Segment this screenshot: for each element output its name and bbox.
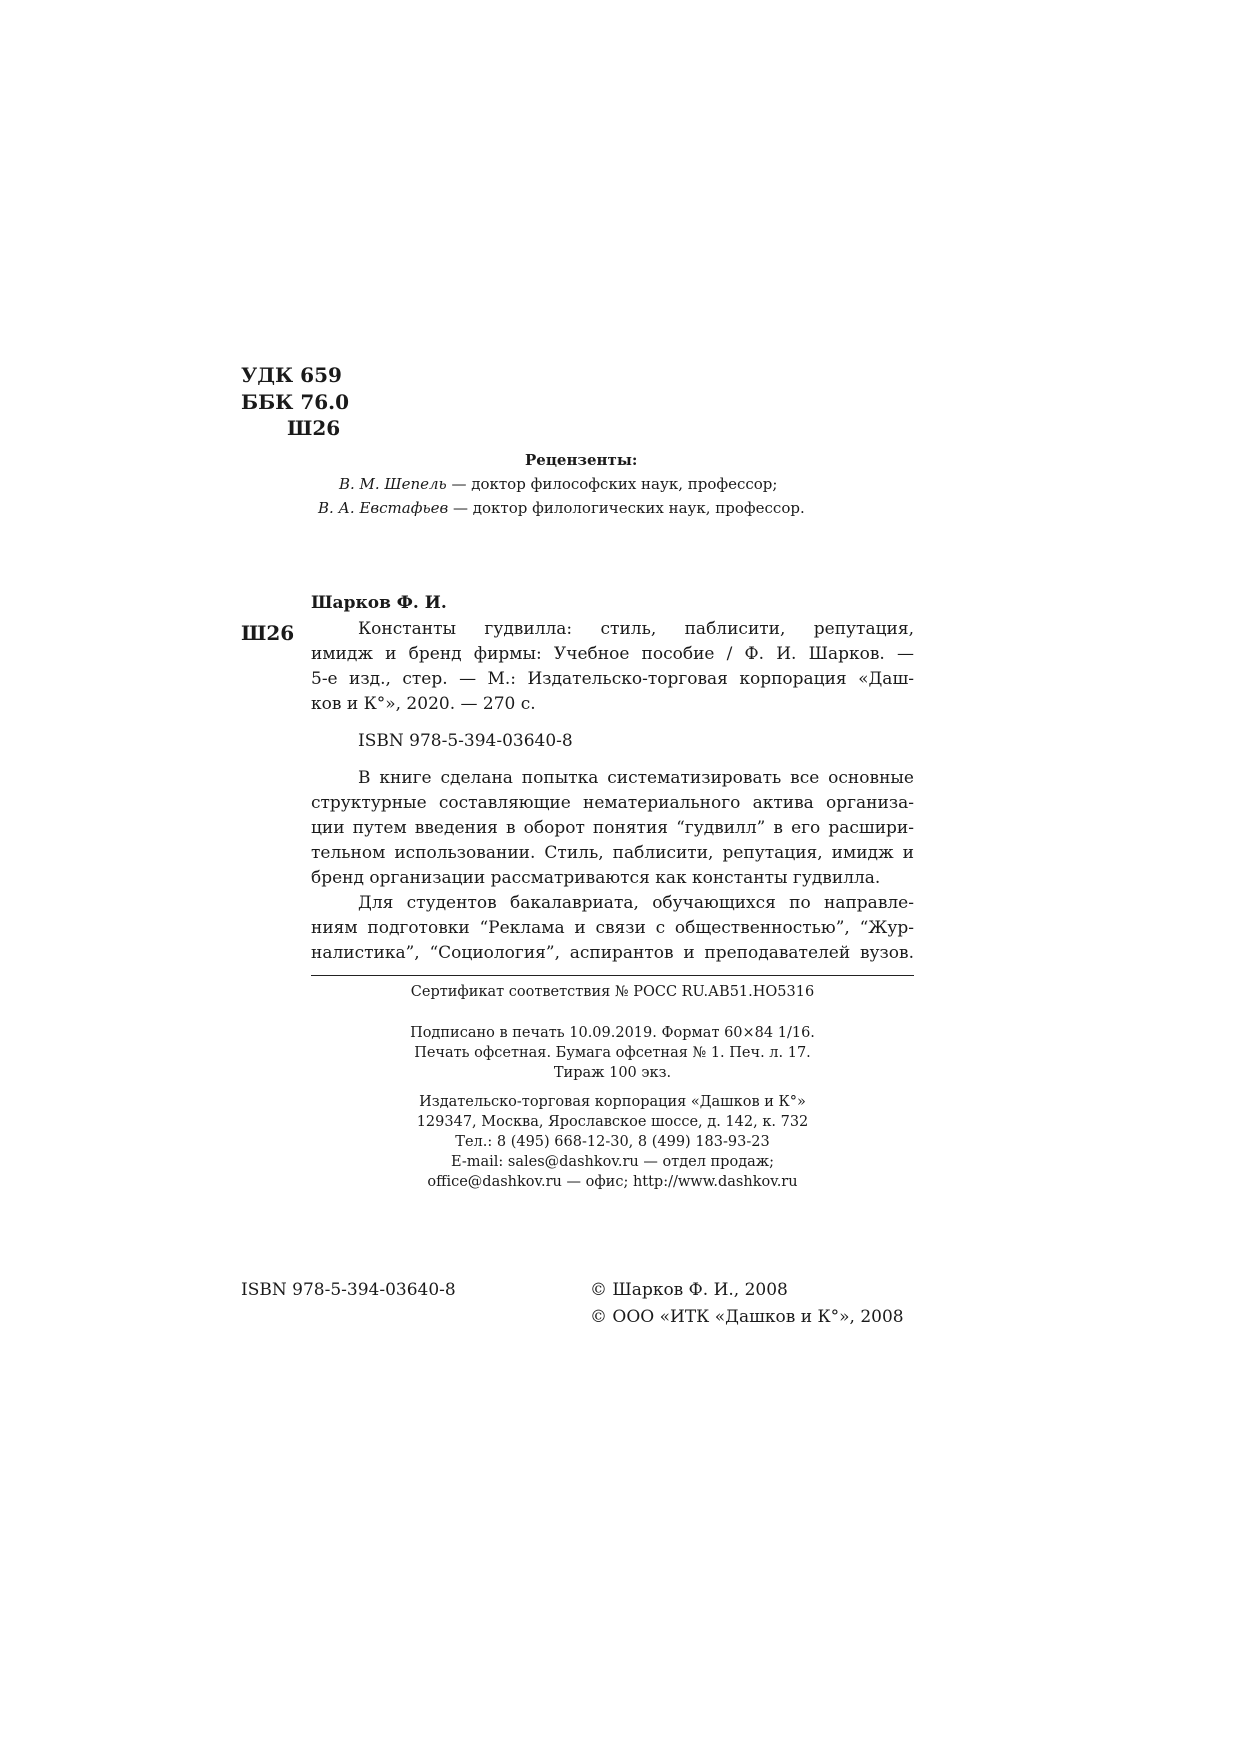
publisher-line-4: E-mail: sales@dashkov.ru — отдел продаж; [450, 1154, 774, 1170]
udk-code: УДК 659 [241, 363, 342, 387]
annotation-line-5: бренд организации рассматриваются как константы гудвилла. [311, 868, 881, 888]
bib-author-mark: Ш26 [241, 621, 295, 645]
footer-isbn: ISBN 978-5-394-03640-8 [241, 1280, 456, 1300]
reviewer-2 [318, 499, 805, 517]
bib-line-2: имидж и бренд фирмы: Учебное пособие / Ф. И. Шарков. — [311, 644, 914, 664]
print-line-1: Подписано в печать 10.09.2019. Формат 60×84 1/16. [410, 1025, 815, 1041]
print-line-3: Тираж 100 экз. [553, 1065, 672, 1081]
copyright-publisher: © ООО «ИТК «Дашков и К°», 2008 [590, 1307, 904, 1327]
bib-line-4: ков и К°», 2020. — 270 с. [311, 694, 536, 714]
reviewer-1-desc: — доктор философских наук, профессор; [446, 475, 778, 493]
bib-line-1: Константы гудвилла: стиль, паблисити, репутация, [358, 619, 914, 639]
author-mark: Ш26 [287, 416, 341, 440]
reviewer-2-name: В. А. Евстафьев [318, 499, 449, 517]
annotation-line-4: тельном использовании. Стиль, паблисити, репутация, имидж и [311, 843, 914, 863]
book-author: Шарков Ф. И. [311, 593, 447, 613]
reviewer-1 [339, 475, 777, 493]
publisher-line-2: 129347, Москва, Ярославское шоссе, д. 142, к. 732 [416, 1114, 809, 1130]
reviewer-2-desc: — доктор филологических наук, профессор. [448, 499, 805, 517]
reviewer-1-name: В. М. Шепель [339, 475, 447, 493]
annotation-line-3: ции путем введения в оборот понятия “гудвилл” в его расшири- [311, 818, 914, 838]
reviewers-title: Рецензенты: [525, 451, 638, 469]
annotation-line-7: ниям подготовки “Реклама и связи с общественностью”, “Жур- [311, 918, 914, 938]
publisher-line-1: Издательско-торговая корпорация «Дашков и К°» [419, 1094, 806, 1110]
bbk-code: ББК 76.0 [241, 390, 350, 414]
certificate: Сертификат соответствия № РОСС RU.АВ51.НО5316 [410, 984, 815, 1000]
divider-rule [311, 975, 914, 976]
publisher-line-5: office@dashkov.ru — офис; http://www.dashkov.ru [427, 1174, 798, 1190]
bib-isbn: ISBN 978-5-394-03640-8 [358, 731, 573, 751]
annotation-line-6: Для студентов бакалавриата, обучающихся по направле- [358, 893, 914, 913]
bib-line-3: 5-е изд., стер. — М.: Издательско-торговая корпорация «Даш- [311, 669, 914, 689]
print-line-2: Печать офсетная. Бумага офсетная № 1. Печ. л. 17. [414, 1045, 811, 1061]
publisher-line-3: Тел.: 8 (495) 668-12-30, 8 (499) 183-93-23 [455, 1134, 770, 1150]
copyright-author: © Шарков Ф. И., 2008 [590, 1280, 788, 1300]
annotation-line-2: структурные составляющие нематериального актива организа- [311, 793, 914, 813]
annotation-line-1: В книге сделана попытка систематизировать все основные [358, 768, 914, 788]
annotation-line-8: налистика”, “Социология”, аспирантов и преподавателей вузов. [311, 943, 914, 963]
